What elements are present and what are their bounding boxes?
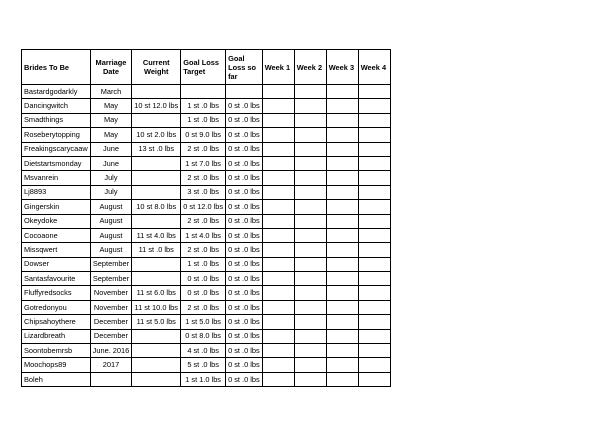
goal-loss-so-far-cell[interactable]: 0 st .0 lbs xyxy=(226,99,263,113)
week-3-cell[interactable] xyxy=(326,300,358,314)
week-2-cell[interactable] xyxy=(294,113,326,127)
week-4-cell[interactable] xyxy=(358,344,390,358)
goal-loss-so-far-cell[interactable]: 0 st .0 lbs xyxy=(226,358,263,372)
week-3-cell[interactable] xyxy=(326,344,358,358)
week-4-cell[interactable] xyxy=(358,257,390,271)
week-2-cell[interactable] xyxy=(294,128,326,142)
goal-loss-target-cell[interactable]: 2 st .0 lbs xyxy=(181,171,226,185)
table-row xyxy=(22,243,391,257)
current-weight-cell[interactable]: 11 st 4.0 lbs xyxy=(132,228,181,242)
marriage-date-cell[interactable]: August xyxy=(90,243,132,257)
week-2-cell[interactable] xyxy=(294,243,326,257)
week-3-cell[interactable] xyxy=(326,272,358,286)
goal-loss-so-far-cell[interactable]: 0 st .0 lbs xyxy=(226,228,263,242)
bride-name-cell[interactable]: Chipsahoythere xyxy=(22,315,91,329)
table-row xyxy=(22,344,391,358)
column-header-goal-loss-so-far: Goal Loss so far xyxy=(226,50,263,85)
week-3-cell[interactable] xyxy=(326,214,358,228)
week-3-cell[interactable] xyxy=(326,243,358,257)
week-4-cell[interactable] xyxy=(358,372,390,386)
marriage-date-cell[interactable]: July xyxy=(90,185,132,199)
marriage-date-cell[interactable]: June. 2016 xyxy=(90,344,132,358)
goal-loss-so-far-cell[interactable] xyxy=(226,85,263,99)
week-1-cell[interactable] xyxy=(262,214,294,228)
week-2-cell[interactable] xyxy=(294,286,326,300)
goal-loss-so-far-cell[interactable]: 0 st .0 lbs xyxy=(226,142,263,156)
current-weight-cell[interactable]: 10 st 2.0 lbs xyxy=(132,128,181,142)
week-4-cell[interactable] xyxy=(358,329,390,343)
week-3-cell[interactable] xyxy=(326,257,358,271)
week-2-cell[interactable] xyxy=(294,185,326,199)
week-3-cell[interactable] xyxy=(326,315,358,329)
week-3-cell[interactable] xyxy=(326,286,358,300)
week-2-cell[interactable] xyxy=(294,85,326,99)
goal-loss-so-far-cell[interactable]: 0 st .0 lbs xyxy=(226,315,263,329)
goal-loss-target-cell[interactable]: 0 st 8.0 lbs xyxy=(181,329,226,343)
column-header-week-3: Week 3 xyxy=(326,50,358,85)
current-weight-cell[interactable] xyxy=(132,372,181,386)
bride-name-cell[interactable]: Soontobemrsb xyxy=(22,344,91,358)
marriage-date-cell[interactable]: June xyxy=(90,142,132,156)
table-row xyxy=(22,171,391,185)
goal-loss-target-cell[interactable]: 2 st .0 lbs xyxy=(181,243,226,257)
week-4-cell[interactable] xyxy=(358,156,390,170)
goal-loss-target-cell[interactable]: 2 st .0 lbs xyxy=(181,300,226,314)
column-header-goal-loss-target: Goal Loss Target xyxy=(181,50,226,85)
current-weight-cell[interactable]: 10 st 12.0 lbs xyxy=(132,99,181,113)
week-1-cell[interactable] xyxy=(262,257,294,271)
marriage-date-cell[interactable]: July xyxy=(90,171,132,185)
bride-name-cell[interactable]: Dancingwitch xyxy=(22,99,91,113)
week-3-cell[interactable] xyxy=(326,228,358,242)
marriage-date-cell[interactable]: November xyxy=(90,300,132,314)
marriage-date-cell[interactable]: August xyxy=(90,214,132,228)
week-1-cell[interactable] xyxy=(262,113,294,127)
week-4-cell[interactable] xyxy=(358,171,390,185)
marriage-date-cell[interactable]: December xyxy=(90,329,132,343)
column-header-brides-to-be: Brides To Be xyxy=(22,50,91,85)
week-3-cell[interactable] xyxy=(326,185,358,199)
current-weight-cell[interactable]: 11 st .0 lbs xyxy=(132,243,181,257)
week-2-cell[interactable] xyxy=(294,272,326,286)
week-4-cell[interactable] xyxy=(358,142,390,156)
week-1-cell[interactable] xyxy=(262,142,294,156)
week-2-cell[interactable] xyxy=(294,315,326,329)
week-1-cell[interactable] xyxy=(262,128,294,142)
goal-loss-so-far-cell[interactable]: 0 st .0 lbs xyxy=(226,128,263,142)
marriage-date-cell[interactable]: August xyxy=(90,228,132,242)
current-weight-cell[interactable]: 10 st 8.0 lbs xyxy=(132,200,181,214)
table-row xyxy=(22,113,391,127)
week-2-cell[interactable] xyxy=(294,372,326,386)
goal-loss-target-cell[interactable]: 1 st 5.0 lbs xyxy=(181,315,226,329)
current-weight-cell[interactable] xyxy=(132,329,181,343)
week-3-cell[interactable] xyxy=(326,113,358,127)
week-4-cell[interactable] xyxy=(358,272,390,286)
current-weight-cell[interactable] xyxy=(132,185,181,199)
week-3-cell[interactable] xyxy=(326,142,358,156)
bride-name-cell[interactable]: Cocoaone xyxy=(22,228,91,242)
current-weight-cell[interactable]: 13 st .0 lbs xyxy=(132,142,181,156)
goal-loss-so-far-cell[interactable]: 0 st .0 lbs xyxy=(226,156,263,170)
table-row xyxy=(22,185,391,199)
goal-loss-so-far-cell[interactable]: 0 st .0 lbs xyxy=(226,185,263,199)
week-4-cell[interactable] xyxy=(358,185,390,199)
goal-loss-target-cell[interactable]: 1 st 7.0 lbs xyxy=(181,156,226,170)
goal-loss-target-cell[interactable]: 5 st .0 lbs xyxy=(181,358,226,372)
goal-loss-so-far-cell[interactable]: 0 st .0 lbs xyxy=(226,171,263,185)
week-1-cell[interactable] xyxy=(262,200,294,214)
marriage-date-cell[interactable]: September xyxy=(90,272,132,286)
current-weight-cell[interactable] xyxy=(132,156,181,170)
bride-name-cell[interactable]: Lj8893 xyxy=(22,185,91,199)
week-1-cell[interactable] xyxy=(262,329,294,343)
week-2-cell[interactable] xyxy=(294,99,326,113)
table-row xyxy=(22,200,391,214)
goal-loss-so-far-cell[interactable]: 0 st .0 lbs xyxy=(226,214,263,228)
table-row xyxy=(22,257,391,271)
week-4-cell[interactable] xyxy=(358,243,390,257)
week-1-cell[interactable] xyxy=(262,372,294,386)
marriage-date-cell[interactable]: September xyxy=(90,257,132,271)
week-2-cell[interactable] xyxy=(294,329,326,343)
bride-name-cell[interactable]: Missqwert xyxy=(22,243,91,257)
goal-loss-target-cell[interactable]: 1 st 4.0 lbs xyxy=(181,228,226,242)
week-1-cell[interactable] xyxy=(262,315,294,329)
week-4-cell[interactable] xyxy=(358,214,390,228)
week-3-cell[interactable] xyxy=(326,171,358,185)
column-header-week-2: Week 2 xyxy=(294,50,326,85)
week-3-cell[interactable] xyxy=(326,99,358,113)
week-2-cell[interactable] xyxy=(294,214,326,228)
current-weight-cell[interactable]: 11 st 10.0 lbs xyxy=(132,300,181,314)
marriage-date-cell[interactable]: March xyxy=(90,85,132,99)
table-row xyxy=(22,228,391,242)
goal-loss-so-far-cell[interactable]: 0 st .0 lbs xyxy=(226,372,263,386)
current-weight-cell[interactable] xyxy=(132,113,181,127)
goal-loss-so-far-cell[interactable]: 0 st .0 lbs xyxy=(226,272,263,286)
week-1-cell[interactable] xyxy=(262,344,294,358)
current-weight-cell[interactable] xyxy=(132,214,181,228)
week-4-cell[interactable] xyxy=(358,300,390,314)
goal-loss-target-cell[interactable]: 1 st 1.0 lbs xyxy=(181,372,226,386)
goal-loss-so-far-cell[interactable]: 0 st .0 lbs xyxy=(226,200,263,214)
table-row xyxy=(22,272,391,286)
week-3-cell[interactable] xyxy=(326,358,358,372)
current-weight-cell[interactable] xyxy=(132,257,181,271)
week-4-cell[interactable] xyxy=(358,315,390,329)
marriage-date-cell[interactable]: 2017 xyxy=(90,358,132,372)
bride-name-cell[interactable]: Lizardbreath xyxy=(22,329,91,343)
table-row xyxy=(22,358,391,372)
week-4-cell[interactable] xyxy=(358,85,390,99)
marriage-date-cell[interactable]: November xyxy=(90,286,132,300)
goal-loss-target-cell[interactable]: 1 st .0 lbs xyxy=(181,99,226,113)
column-header-current-weight: Current Weight xyxy=(132,50,181,85)
table-row xyxy=(22,156,391,170)
week-1-cell[interactable] xyxy=(262,171,294,185)
week-1-cell[interactable] xyxy=(262,243,294,257)
goal-loss-target-cell[interactable]: 0 st 9.0 lbs xyxy=(181,128,226,142)
week-2-cell[interactable] xyxy=(294,228,326,242)
goal-loss-target-cell[interactable]: 4 st .0 lbs xyxy=(181,344,226,358)
marriage-date-cell[interactable]: June xyxy=(90,156,132,170)
goal-loss-target-cell[interactable]: 2 st .0 lbs xyxy=(181,214,226,228)
marriage-date-cell[interactable]: May xyxy=(90,99,132,113)
week-3-cell[interactable] xyxy=(326,85,358,99)
week-2-cell[interactable] xyxy=(294,344,326,358)
week-2-cell[interactable] xyxy=(294,142,326,156)
bride-name-cell[interactable]: Dowser xyxy=(22,257,91,271)
table-row xyxy=(22,300,391,314)
week-4-cell[interactable] xyxy=(358,99,390,113)
goal-loss-target-cell[interactable]: 1 st .0 lbs xyxy=(181,257,226,271)
goal-loss-so-far-cell[interactable]: 0 st .0 lbs xyxy=(226,286,263,300)
table-row xyxy=(22,142,391,156)
marriage-date-cell[interactable] xyxy=(90,372,132,386)
table-row xyxy=(22,214,391,228)
header-row xyxy=(22,50,391,85)
marriage-date-cell[interactable]: May xyxy=(90,113,132,127)
column-header-week-1: Week 1 xyxy=(262,50,294,85)
bride-name-cell[interactable]: Boleh xyxy=(22,372,91,386)
current-weight-cell[interactable] xyxy=(132,272,181,286)
current-weight-cell[interactable] xyxy=(132,85,181,99)
week-1-cell[interactable] xyxy=(262,358,294,372)
bride-name-cell[interactable]: Roseberytopping xyxy=(22,128,91,142)
marriage-date-cell[interactable]: December xyxy=(90,315,132,329)
week-4-cell[interactable] xyxy=(358,228,390,242)
goal-loss-target-cell[interactable] xyxy=(181,85,226,99)
column-header-week-4: Week 4 xyxy=(358,50,390,85)
goal-loss-target-cell[interactable]: 0 st 12.0 lbs xyxy=(181,200,226,214)
goal-loss-so-far-cell[interactable]: 0 st .0 lbs xyxy=(226,257,263,271)
week-1-cell[interactable] xyxy=(262,300,294,314)
week-1-cell[interactable] xyxy=(262,228,294,242)
week-1-cell[interactable] xyxy=(262,272,294,286)
goal-loss-target-cell[interactable]: 0 st .0 lbs xyxy=(181,272,226,286)
table-row xyxy=(22,85,391,99)
week-4-cell[interactable] xyxy=(358,200,390,214)
current-weight-cell[interactable] xyxy=(132,171,181,185)
current-weight-cell[interactable] xyxy=(132,344,181,358)
current-weight-cell[interactable]: 11 st 5.0 lbs xyxy=(132,315,181,329)
goal-loss-so-far-cell[interactable]: 0 st .0 lbs xyxy=(226,243,263,257)
week-2-cell[interactable] xyxy=(294,156,326,170)
goal-loss-so-far-cell[interactable]: 0 st .0 lbs xyxy=(226,113,263,127)
bride-name-cell[interactable]: Msvanrein xyxy=(22,171,91,185)
bride-name-cell[interactable]: Santasfavourite xyxy=(22,272,91,286)
week-4-cell[interactable] xyxy=(358,128,390,142)
week-3-cell[interactable] xyxy=(326,200,358,214)
bride-name-cell[interactable]: Gotredonyou xyxy=(22,300,91,314)
week-2-cell[interactable] xyxy=(294,300,326,314)
week-1-cell[interactable] xyxy=(262,85,294,99)
table-body xyxy=(22,85,391,387)
week-3-cell[interactable] xyxy=(326,128,358,142)
week-4-cell[interactable] xyxy=(358,113,390,127)
bride-name-cell[interactable]: Okeydoke xyxy=(22,214,91,228)
week-1-cell[interactable] xyxy=(262,99,294,113)
current-weight-cell[interactable] xyxy=(132,358,181,372)
goal-loss-target-cell[interactable]: 1 st .0 lbs xyxy=(181,113,226,127)
marriage-date-cell[interactable]: May xyxy=(90,128,132,142)
week-2-cell[interactable] xyxy=(294,358,326,372)
week-4-cell[interactable] xyxy=(358,358,390,372)
week-2-cell[interactable] xyxy=(294,200,326,214)
goal-loss-target-cell[interactable]: 3 st .0 lbs xyxy=(181,185,226,199)
bride-name-cell[interactable]: Moochops89 xyxy=(22,358,91,372)
week-3-cell[interactable] xyxy=(326,329,358,343)
table-row xyxy=(22,128,391,142)
bride-name-cell[interactable]: Fluffyredsocks xyxy=(22,286,91,300)
week-2-cell[interactable] xyxy=(294,171,326,185)
table-row xyxy=(22,329,391,343)
bride-name-cell[interactable]: Smadthings xyxy=(22,113,91,127)
weight-loss-table xyxy=(21,49,391,387)
goal-loss-so-far-cell[interactable]: 0 st .0 lbs xyxy=(226,329,263,343)
week-3-cell[interactable] xyxy=(326,156,358,170)
goal-loss-so-far-cell[interactable]: 0 st .0 lbs xyxy=(226,300,263,314)
week-4-cell[interactable] xyxy=(358,286,390,300)
column-header-marriage-date: Marriage Date xyxy=(90,50,132,85)
week-1-cell[interactable] xyxy=(262,185,294,199)
bride-name-cell[interactable]: Dietstartsmonday xyxy=(22,156,91,170)
goal-loss-target-cell[interactable]: 2 st .0 lbs xyxy=(181,142,226,156)
goal-loss-target-cell[interactable]: 0 st .0 lbs xyxy=(181,286,226,300)
table-row xyxy=(22,372,391,386)
marriage-date-cell[interactable]: August xyxy=(90,200,132,214)
current-weight-cell[interactable]: 11 st 6.0 lbs xyxy=(132,286,181,300)
week-2-cell[interactable] xyxy=(294,257,326,271)
week-3-cell[interactable] xyxy=(326,372,358,386)
week-1-cell[interactable] xyxy=(262,286,294,300)
week-1-cell[interactable] xyxy=(262,156,294,170)
table-row xyxy=(22,286,391,300)
bride-name-cell[interactable]: Bastardgodarkly xyxy=(22,85,91,99)
goal-loss-so-far-cell[interactable]: 0 st .0 lbs xyxy=(226,344,263,358)
bride-name-cell[interactable]: Gingerskin xyxy=(22,200,91,214)
table-row xyxy=(22,99,391,113)
bride-name-cell[interactable]: Freakingscarycaaw xyxy=(22,142,91,156)
table-row xyxy=(22,315,391,329)
